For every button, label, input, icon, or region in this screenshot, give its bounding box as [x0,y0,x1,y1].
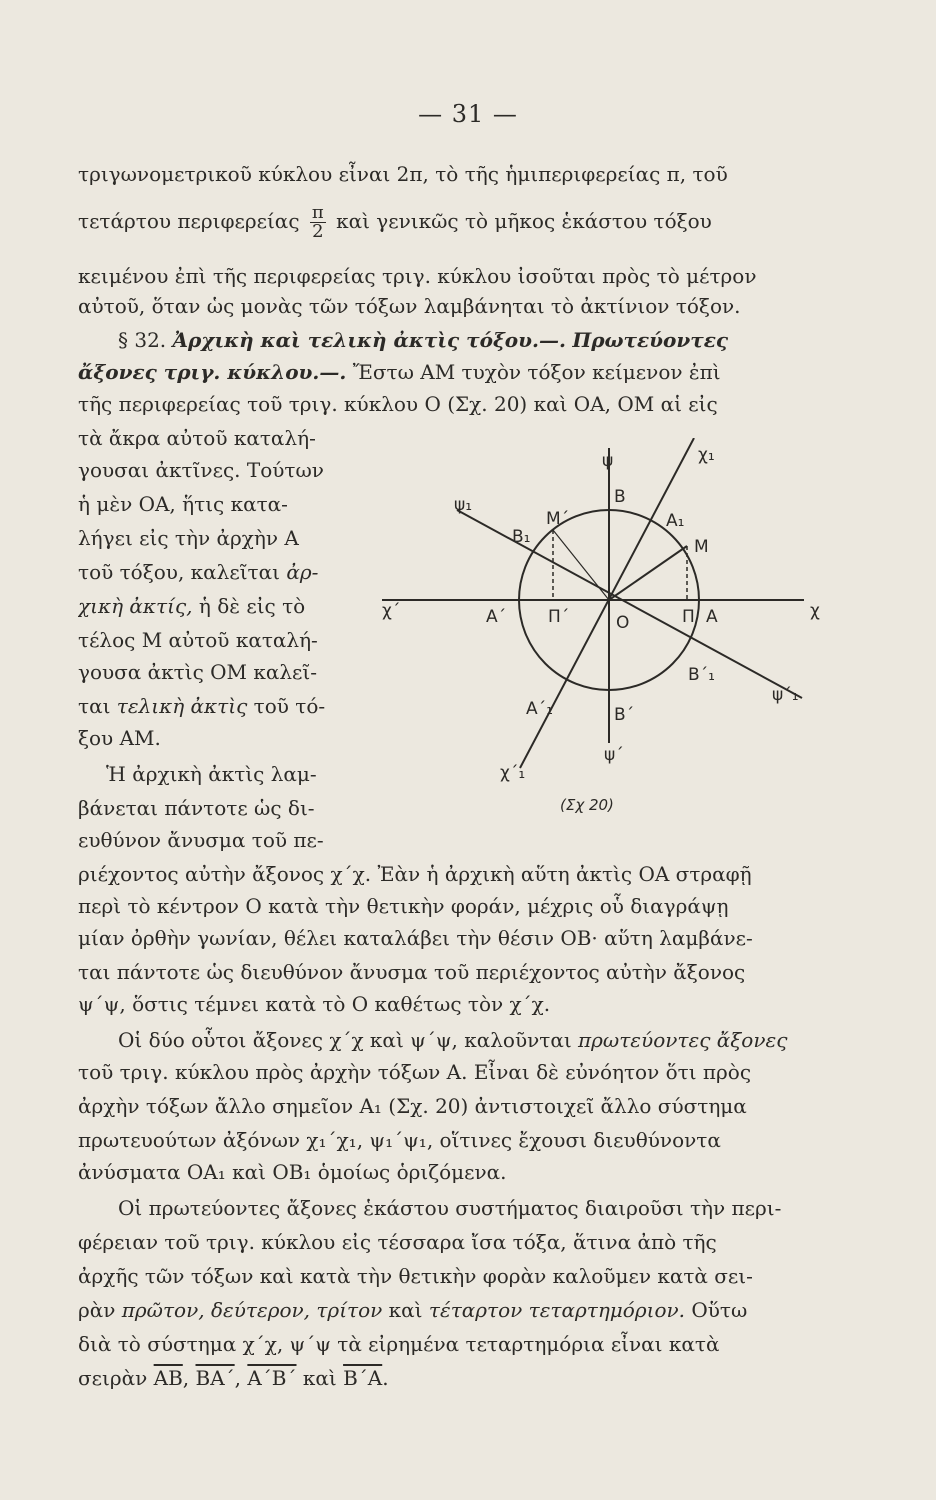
text-line: ἀρχὴν τόξων ἄλλο σημεῖον Α₁ (Σχ. 20) ἀντιστοιχεῖ ἄλλο σύστημα [78,1094,747,1118]
text-segment: Οὕτω [691,1298,748,1322]
label-A: Α [706,607,718,627]
label-A1: Α₁ [666,511,685,531]
text-line: φέρειαν τοῦ τριγ. κύκλου εἰς τέσσαρα ἴσα τόξα, ἅτινα ἀπὸ τῆς [78,1230,717,1254]
label-Pi-prime: Π΄ [548,607,570,627]
text-line [78,692,374,720]
fraction-numerator: π [311,204,324,223]
label-B: Β [614,487,626,507]
section-title-end: ἄξονες τριγ. κύκλου.—. [78,360,347,384]
text-line: τῆς περιφερείας τοῦ τριγ. κύκλου Ο (Σχ. 20) καὶ ΟΑ, ΟΜ αἱ εἰς [78,392,718,416]
axis-y1 [457,510,802,698]
label-O: Ο [616,613,630,633]
text-line [78,1026,848,1054]
text-segment: ρὰν [78,1298,116,1322]
text-line [78,358,848,386]
label-B1: Β₁ [512,527,531,547]
section-number: § 32. [118,328,167,352]
section-title: Ἀρχικὴ καὶ τελικὴ ἀκτὶς τόξου.—. [172,328,566,352]
text-segment: τοῦ τό- [253,694,326,718]
label-B1-prime: Β΄₁ [688,665,715,685]
arc-BprimeA: $\overline{B΄A}$ [343,1366,383,1390]
text-line: Ἡ ἀρχικὴ ἀκτὶς λαμ- [106,762,317,786]
text-segment: . [382,1366,389,1390]
text-segment: ται [78,694,111,718]
label-A1-prime: Α΄₁ [526,699,553,719]
label-Pi: Π [682,607,695,627]
text-segment: καὶ γενικῶς τὸ μῆκος ἑκάστου τόξου [336,209,712,233]
text-line: βάνεται πάντοτε ὡς δι- [78,796,315,820]
text-line: αὐτοῦ, ὅταν ὡς μονὰς τῶν τόξων λαμβάνηται τὸ ἀκτίνιον τόξον. [78,294,741,318]
term-initial-radius: ἀρ- [286,560,319,584]
text-segment: Οἱ δύο οὗτοι ἄξονες χ΄χ καὶ ψ΄ψ, καλοῦνται [118,1028,572,1052]
text-line: γουσαι ἀκτῖνες. Τούτων [78,458,324,482]
label-chi1-prime: χ΄₁ [500,763,526,783]
label-A-prime: Α΄ [486,607,507,627]
label-chi: χ [810,601,820,621]
text-line: ἡ μὲν ΟΑ, ἥτις κατα- [78,492,288,516]
text-segment: καὶ [388,1298,423,1322]
text-line: τέλος Μ αὐτοῦ καταλή- [78,628,318,652]
fraction-pi-over-2 [310,204,326,241]
text-line: διὰ τὸ σύστημα χ΄χ, ψ΄ψ τὰ εἰρημένα τεταρτημόρια εἶναι κατὰ [78,1332,720,1356]
text-line: ξου ΑΜ. [78,726,161,750]
term-final-radius: τελικὴ ἀκτὶς [116,694,248,718]
text-line: τὰ ἄκρα αὐτοῦ καταλή- [78,426,316,450]
figure-trig-circle [372,438,832,838]
text-line: σειρὰν $\overline{AB}$, $\overline{BA΄}$, Α΄Β΄ καὶ $\overline{B΄A}$. [78,1366,389,1390]
text-line: περὶ τὸ κέντρον Ο κατὰ τὴν θετικὴν φοράν, μέχρις οὗ διαγράψῃ [78,894,729,918]
text-line: ἀνύσματα ΟΑ₁ καὶ ΟΒ₁ ὁμοίως ὁριζόμενα. [78,1160,507,1184]
section-title-cont: Πρωτεύοντες [572,328,729,352]
text-line: ται πάντοτε ὡς διευθύνον ἄνυσμα τοῦ περιέχοντος αὐτὴν ἄξονος [78,960,746,984]
label-psi: ψ [602,451,614,471]
text-segment: Ἔστω ΑΜ τυχὸν τόξον κείμενον ἐπὶ [352,360,721,384]
arc-BAprime: $\overline{BA΄}$ [195,1366,235,1390]
text-line-with-fraction [78,204,848,241]
text-line: ἀρχῆς τῶν τόξων καὶ κατὰ τὴν θετικὴν φορὰν καλοῦμεν κατὰ σει- [78,1264,753,1288]
text-line: τοῦ τριγ. κύκλου πρὸς ἀρχὴν τόξων Α. Εἶναι δὲ εὐνόητον ὅτι πρὸς [78,1060,752,1084]
text-line: Οἱ πρωτεύοντες ἄξονες ἑκάστου συστήματος διαιροῦσι τὴν περι- [118,1196,782,1220]
text-line: γουσα ἀκτὶς ΟΜ καλεῖ- [78,660,318,684]
text-line [78,592,374,620]
label-B-prime: Β΄ [614,705,635,725]
page-number: — 31 — [418,100,518,128]
label-M-prime: Μ΄ [546,509,570,529]
figure-caption: (Σχ 20) [560,796,614,814]
term-principal-axes: πρωτεύοντες ἄξονες [578,1028,788,1052]
text-segment: τοῦ τόξου, καλεῖται [78,560,280,584]
label-psi1-prime: ψ΄₁ [772,685,799,705]
trig-circle-diagram [372,438,832,838]
label-M: Μ [694,537,709,557]
section-heading [78,326,848,354]
text-line: ευθύνον ἄνυσμα τοῦ πε- [78,828,324,852]
label-psi-prime: ψ΄ [604,745,624,765]
fraction-denominator: 2 [312,221,324,241]
text-line: τριγωνομετρικοῦ κύκλου εἶναι 2π, τὸ τῆς ἡμιπεριφερείας π, τοῦ [78,162,728,186]
text-segment: σειρὰν [78,1366,148,1390]
text-line: μίαν ὀρθὴν γωνίαν, θέλει καταλάβει τὴν θέσιν ΟΒ· αὕτη λαμβάνε- [78,926,753,950]
text-segment: τετάρτου περιφερείας [78,209,300,233]
radius-OMprime [553,530,609,600]
text-segment: ἡ δὲ εἰς τὸ [198,594,306,618]
text-line: ριέχοντος αὐτὴν ἄξονος χ΄χ. Ἐὰν ἡ ἀρχικὴ αὕτη ἀκτὶς ΟΑ στραφῇ [78,862,752,886]
label-chi1: χ₁ [698,445,715,465]
term-fourth-quadrant: τέταρτον τεταρτημόριον. [428,1298,686,1322]
term-quadrants: πρῶτον, δεύτερον, τρίτον [121,1298,383,1322]
text-line: ψ΄ψ, ὅστις τέμνει κατὰ τὸ Ο καθέτως τὸν χ΄χ. [78,992,551,1016]
arc-AprimeBprime: Α΄Β΄ [247,1366,297,1390]
arc-AB: $\overline{AB}$ [153,1366,183,1390]
text-line: κειμένου ἐπὶ τῆς περιφερείας τριγ. κύκλου ἰσοῦται πρὸς τὸ μέτρον [78,264,757,288]
text-line [78,1296,848,1324]
term-initial-radius-cont: χικὴ ἀκτίς, [78,594,193,618]
label-psi1: ψ₁ [454,495,473,515]
text-line [78,558,374,586]
text-line: λήγει εἰς τὴν ἀρχὴν Α [78,526,299,550]
text-line: πρωτευούτων ἀξόνων χ₁΄χ₁, ψ₁΄ψ₁, οἵτινες ἔχουσι διευθύνοντα [78,1128,721,1152]
radius-OM [609,546,687,600]
label-chi-prime: χ΄ [382,601,401,621]
text-segment: καὶ [302,1366,337,1390]
